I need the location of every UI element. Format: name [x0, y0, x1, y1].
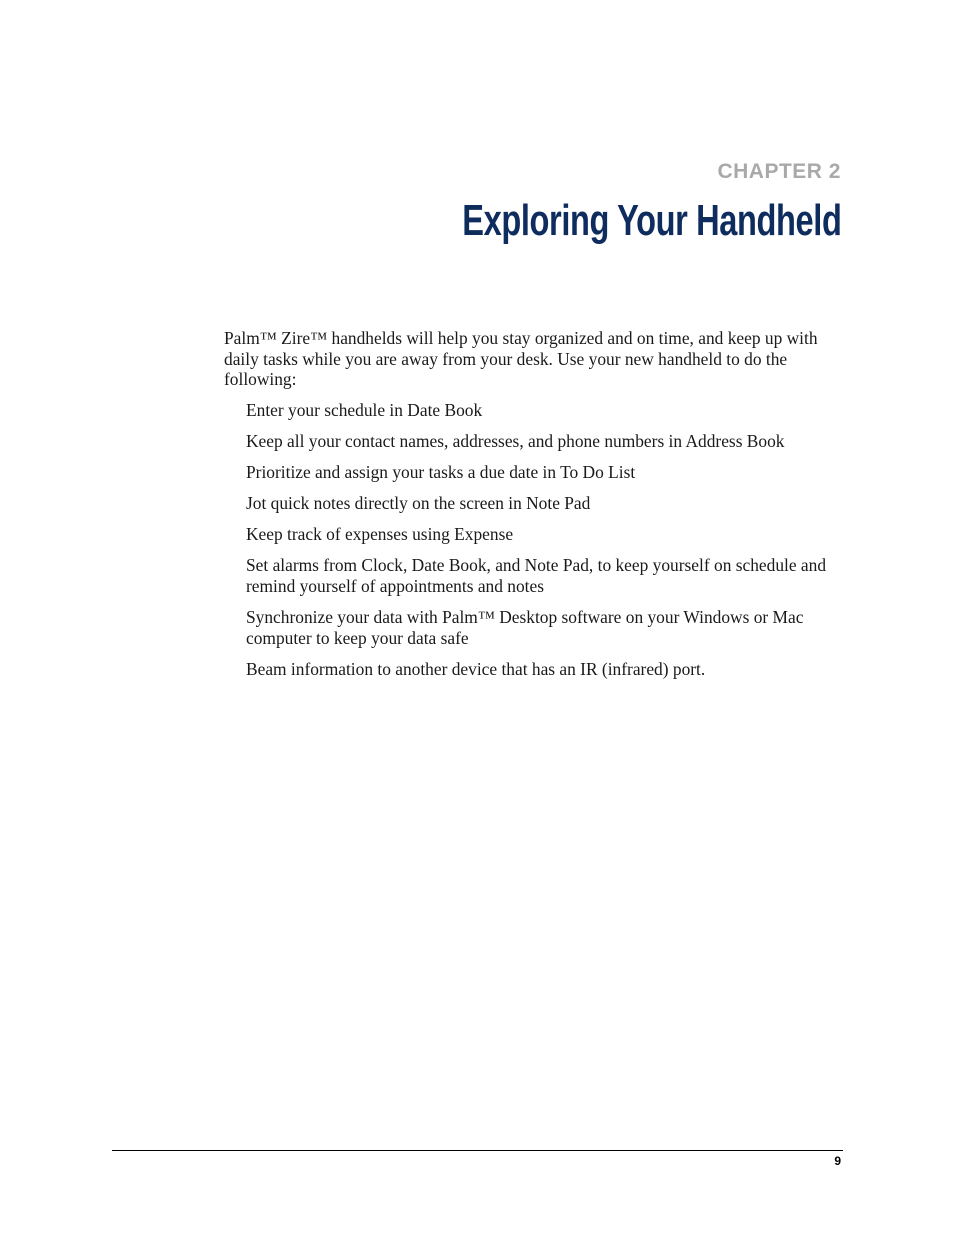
list-item: Keep track of expenses using Expense [246, 524, 514, 545]
intro-paragraph: Palm™ Zire™ handhelds will help you stay organized and on time, and keep up with daily tasks while you are away from your desk. Use your new handheld to do the following: [224, 328, 818, 389]
list-item: Synchronize your data with Palm™ Desktop software on your Windows or Mac computer to keep your data safe [246, 607, 804, 648]
list-item: Jot quick notes directly on the screen in Note Pad [246, 493, 591, 514]
task-list [246, 400, 846, 690]
list-item: Enter your schedule in Date Book [246, 400, 483, 420]
list-item: Beam information to another device that has an IR (infrared) port. [246, 658, 706, 679]
footer-rule [112, 1150, 843, 1151]
chapter-title: Exploring Your Handheld [461, 196, 841, 245]
page-number: 9 [834, 1154, 841, 1168]
list-item: Prioritize and assign your tasks a due date in To Do List [246, 462, 636, 483]
list-item: Keep all your contact names, addresses, and phone numbers in Address Book [246, 431, 785, 452]
chapter-label: CHAPTER 2 [717, 160, 841, 183]
list-item: Set alarms from Clock, Date Book, and Note Pad, to keep yourself on schedule and remind yourself of appointments and notes [246, 555, 827, 596]
